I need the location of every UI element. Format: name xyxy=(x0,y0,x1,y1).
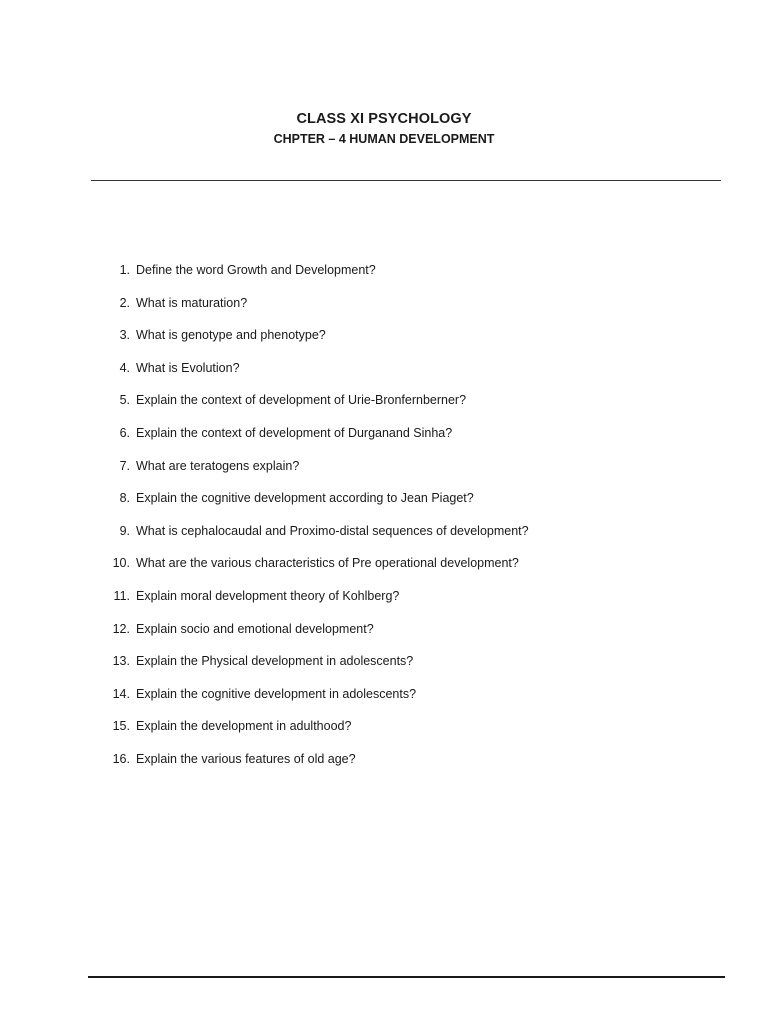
question-number: 1. xyxy=(119,263,130,277)
question-text: What is Evolution? xyxy=(136,360,240,375)
question-item xyxy=(108,588,708,621)
question-item xyxy=(108,621,708,654)
question-text: Explain the context of development of Durganand Sinha? xyxy=(136,425,453,440)
question-item xyxy=(108,458,708,491)
question-item xyxy=(108,392,708,425)
document-subtitle: CHPTER – 4 HUMAN DEVELOPMENT xyxy=(273,132,495,146)
question-text: What are teratogens explain? xyxy=(136,458,300,473)
question-number: 8. xyxy=(119,491,130,506)
question-number: 6. xyxy=(119,425,130,440)
question-number: 9. xyxy=(119,523,130,538)
question-item xyxy=(108,718,708,751)
question-text: What is cephalocaudal and Proximo-distal sequences of development? xyxy=(136,523,529,538)
question-text: Explain the various features of old age? xyxy=(136,751,356,766)
question-text: Explain the cognitive development in adolescents? xyxy=(136,686,417,701)
question-text: What are the various characteristics of Pre operational development? xyxy=(136,556,519,571)
question-item xyxy=(108,425,708,458)
question-number: 3. xyxy=(119,328,130,343)
question-item xyxy=(108,327,708,360)
question-item xyxy=(108,686,708,719)
question-text: What is genotype and phenotype? xyxy=(136,328,326,343)
question-text: Explain the Physical development in adolescents? xyxy=(136,654,414,669)
question-item xyxy=(108,295,708,328)
question-number: 10. xyxy=(112,556,130,571)
question-list xyxy=(108,262,708,784)
question-number: 11. xyxy=(113,588,130,603)
question-text: Explain socio and emotional development? xyxy=(136,621,374,636)
question-number: 16. xyxy=(112,751,130,766)
document-title: CLASS XI PSYCHOLOGY xyxy=(296,111,472,127)
question-number: 15. xyxy=(112,719,130,734)
question-text: What is maturation? xyxy=(136,295,248,310)
question-text: Explain the cognitive development according to Jean Piaget? xyxy=(136,491,474,506)
question-number: 14. xyxy=(112,686,130,701)
question-text: Explain moral development theory of Kohlberg? xyxy=(136,588,400,603)
question-item xyxy=(108,262,708,295)
question-number: 2. xyxy=(119,295,130,310)
header-divider xyxy=(91,180,721,181)
question-text: Explain the development in adulthood? xyxy=(136,719,352,734)
question-item xyxy=(108,490,708,523)
question-item xyxy=(108,653,708,686)
question-item xyxy=(108,523,708,556)
question-item xyxy=(108,555,708,588)
footer-divider xyxy=(88,976,725,978)
question-number: 7. xyxy=(119,458,130,473)
question-text: Define the word Growth and Development? xyxy=(136,263,376,277)
question-item xyxy=(108,360,708,393)
question-number: 4. xyxy=(119,360,130,375)
question-number: 5. xyxy=(119,393,130,408)
question-number: 13. xyxy=(112,654,130,669)
question-text: Explain the context of development of Urie-Bronfernberner? xyxy=(136,393,467,408)
question-item xyxy=(108,751,708,784)
question-number: 12. xyxy=(112,621,130,636)
